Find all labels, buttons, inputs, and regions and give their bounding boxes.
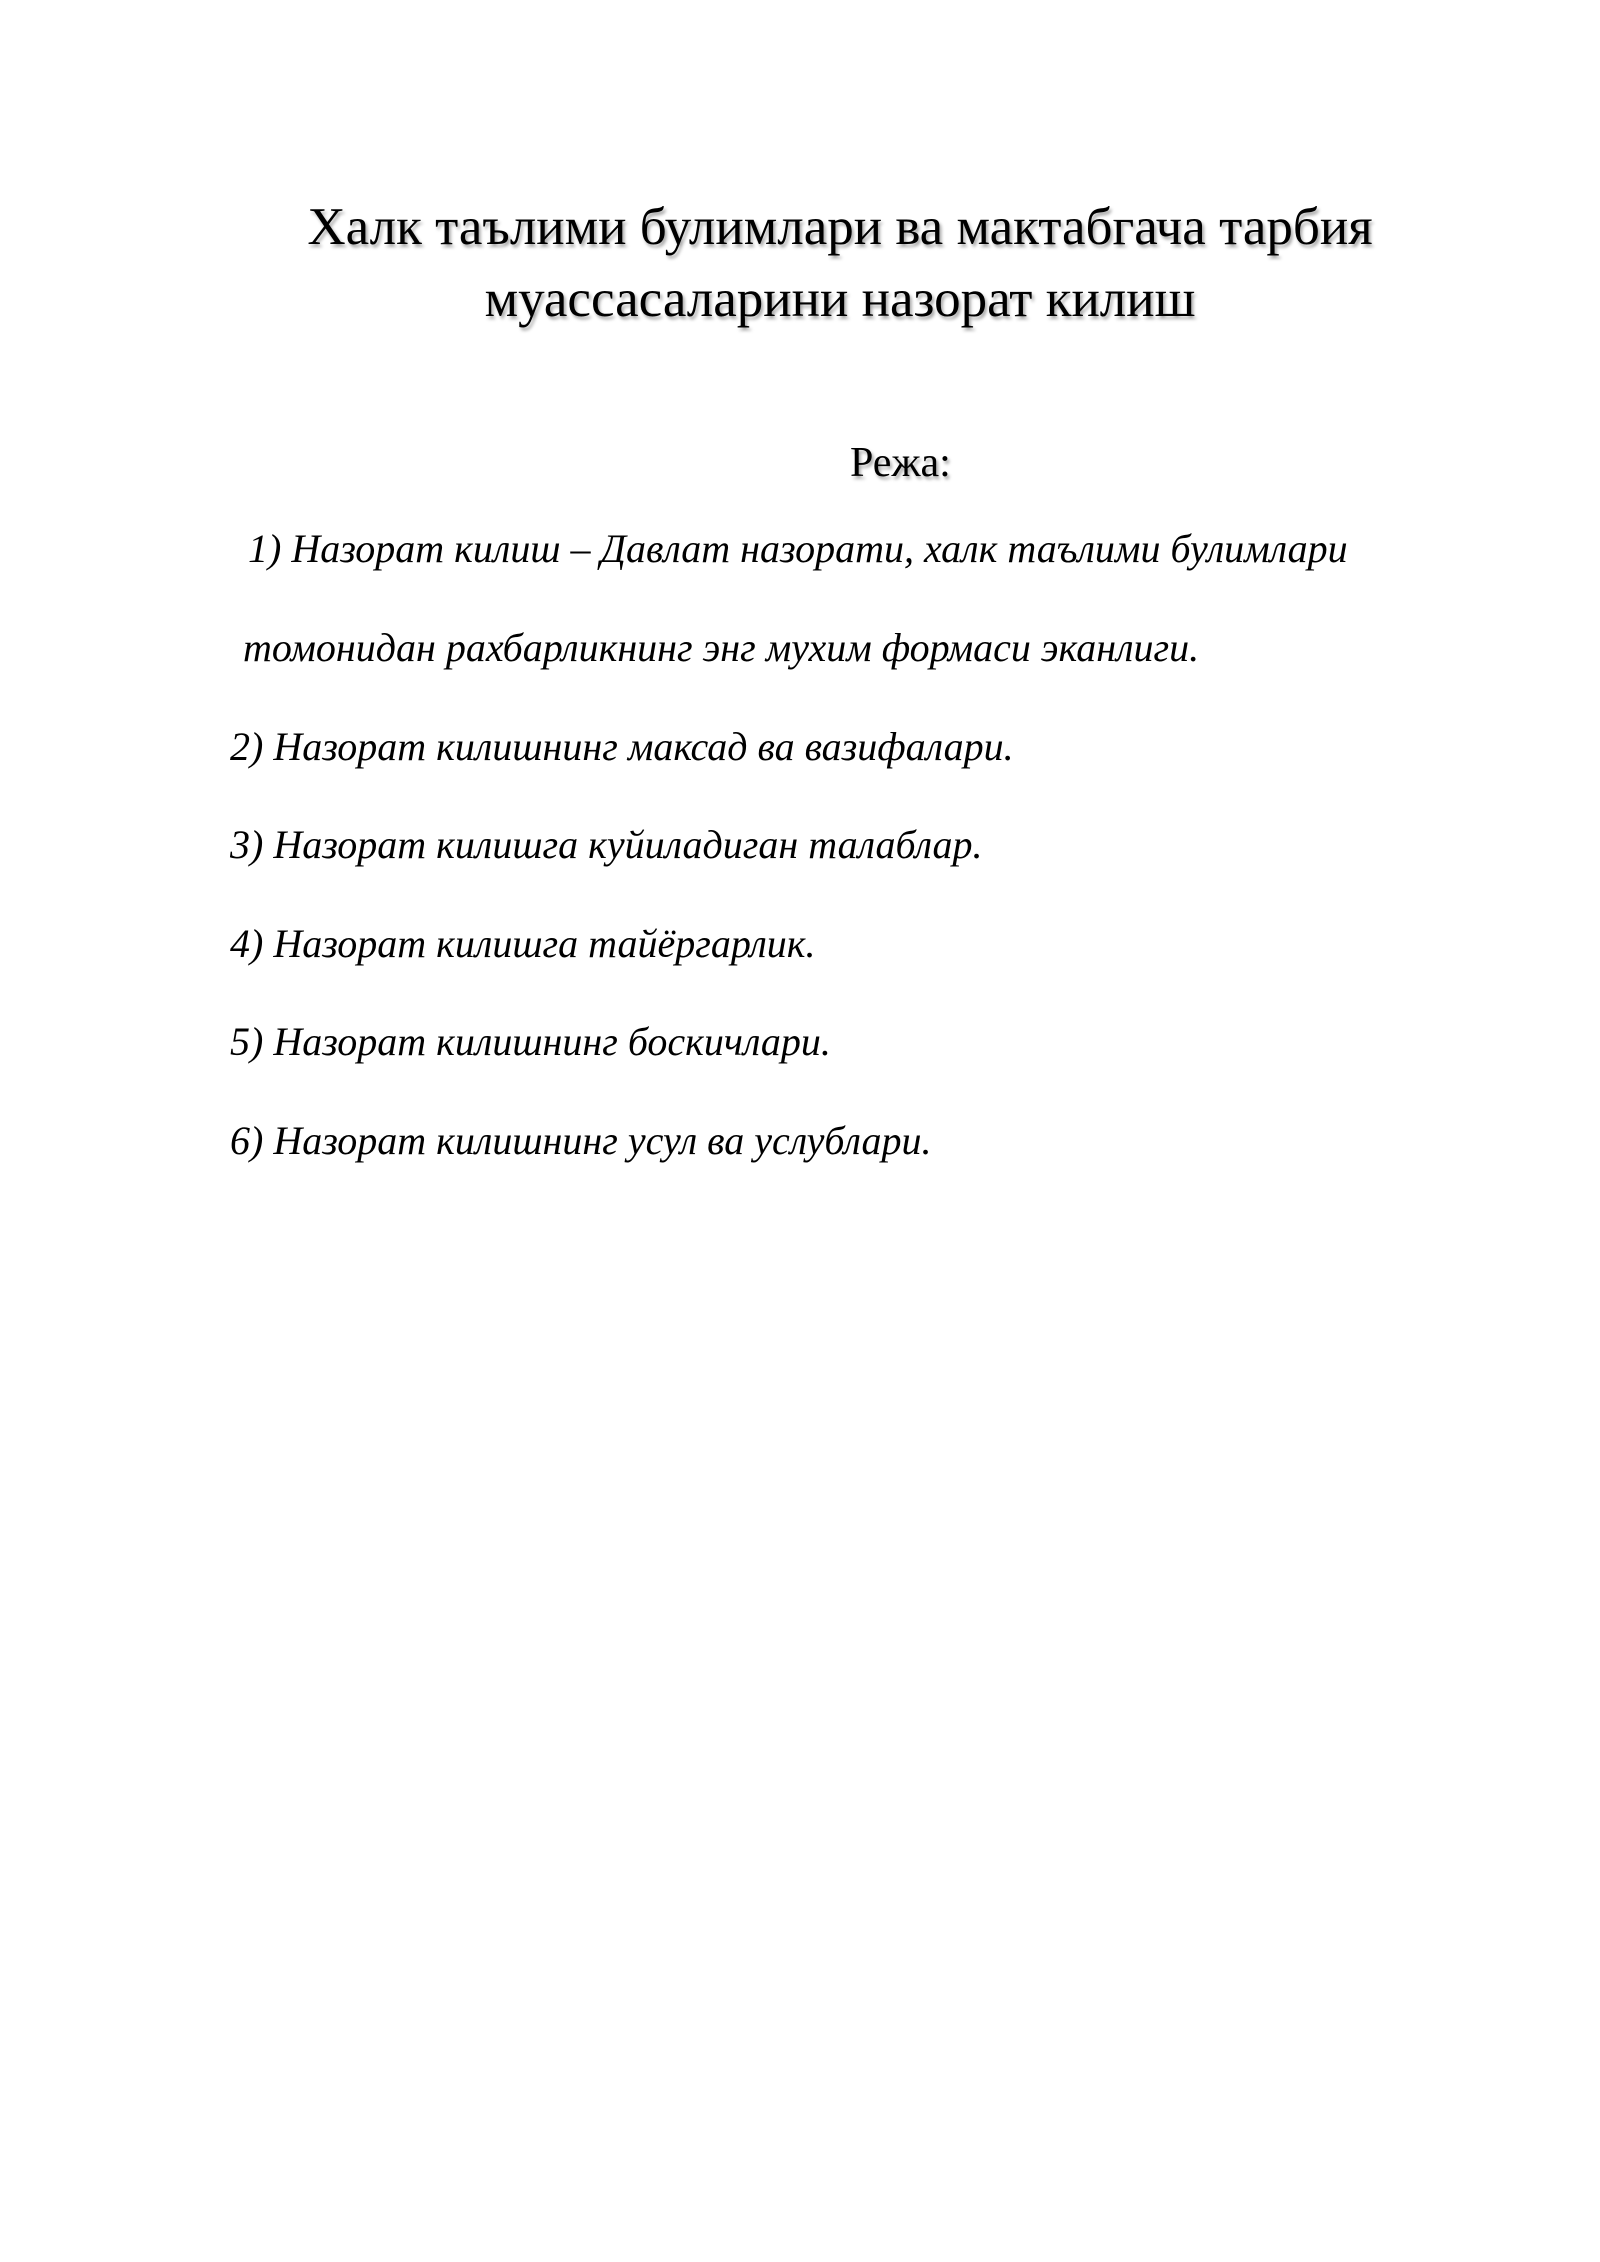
- plan-item-1-line-1: 1) Назорат килиш – Давлат назорати, халк таълими булимлари: [248, 526, 1348, 571]
- page-title: [200, 191, 1480, 335]
- plan-item-1-line-2: томонидан рахбарликнинг энг мухим формаси эканлиги.: [243, 625, 1200, 670]
- plan-item-2: 2) Назорат килишнинг максад ва вазифалари.: [230, 724, 1014, 769]
- plan-item-5: 5) Назорат килишнинг боскичлари.: [230, 1019, 831, 1064]
- plan-heading: Режа:: [850, 440, 951, 486]
- plan-item-3: 3) Назорат килишга куйиладиган талаблар.: [230, 822, 983, 867]
- plan-item-6: 6) Назорат килишнинг усул ва услублари.: [230, 1118, 932, 1163]
- title-line-2: муассасаларини назорат килиш: [484, 269, 1196, 328]
- plan-item-4: 4) Назорат килишга тайёргарлик.: [230, 921, 816, 966]
- title-line-1: Халк таълими булимлари ва мактабгача тарбия: [307, 197, 1373, 256]
